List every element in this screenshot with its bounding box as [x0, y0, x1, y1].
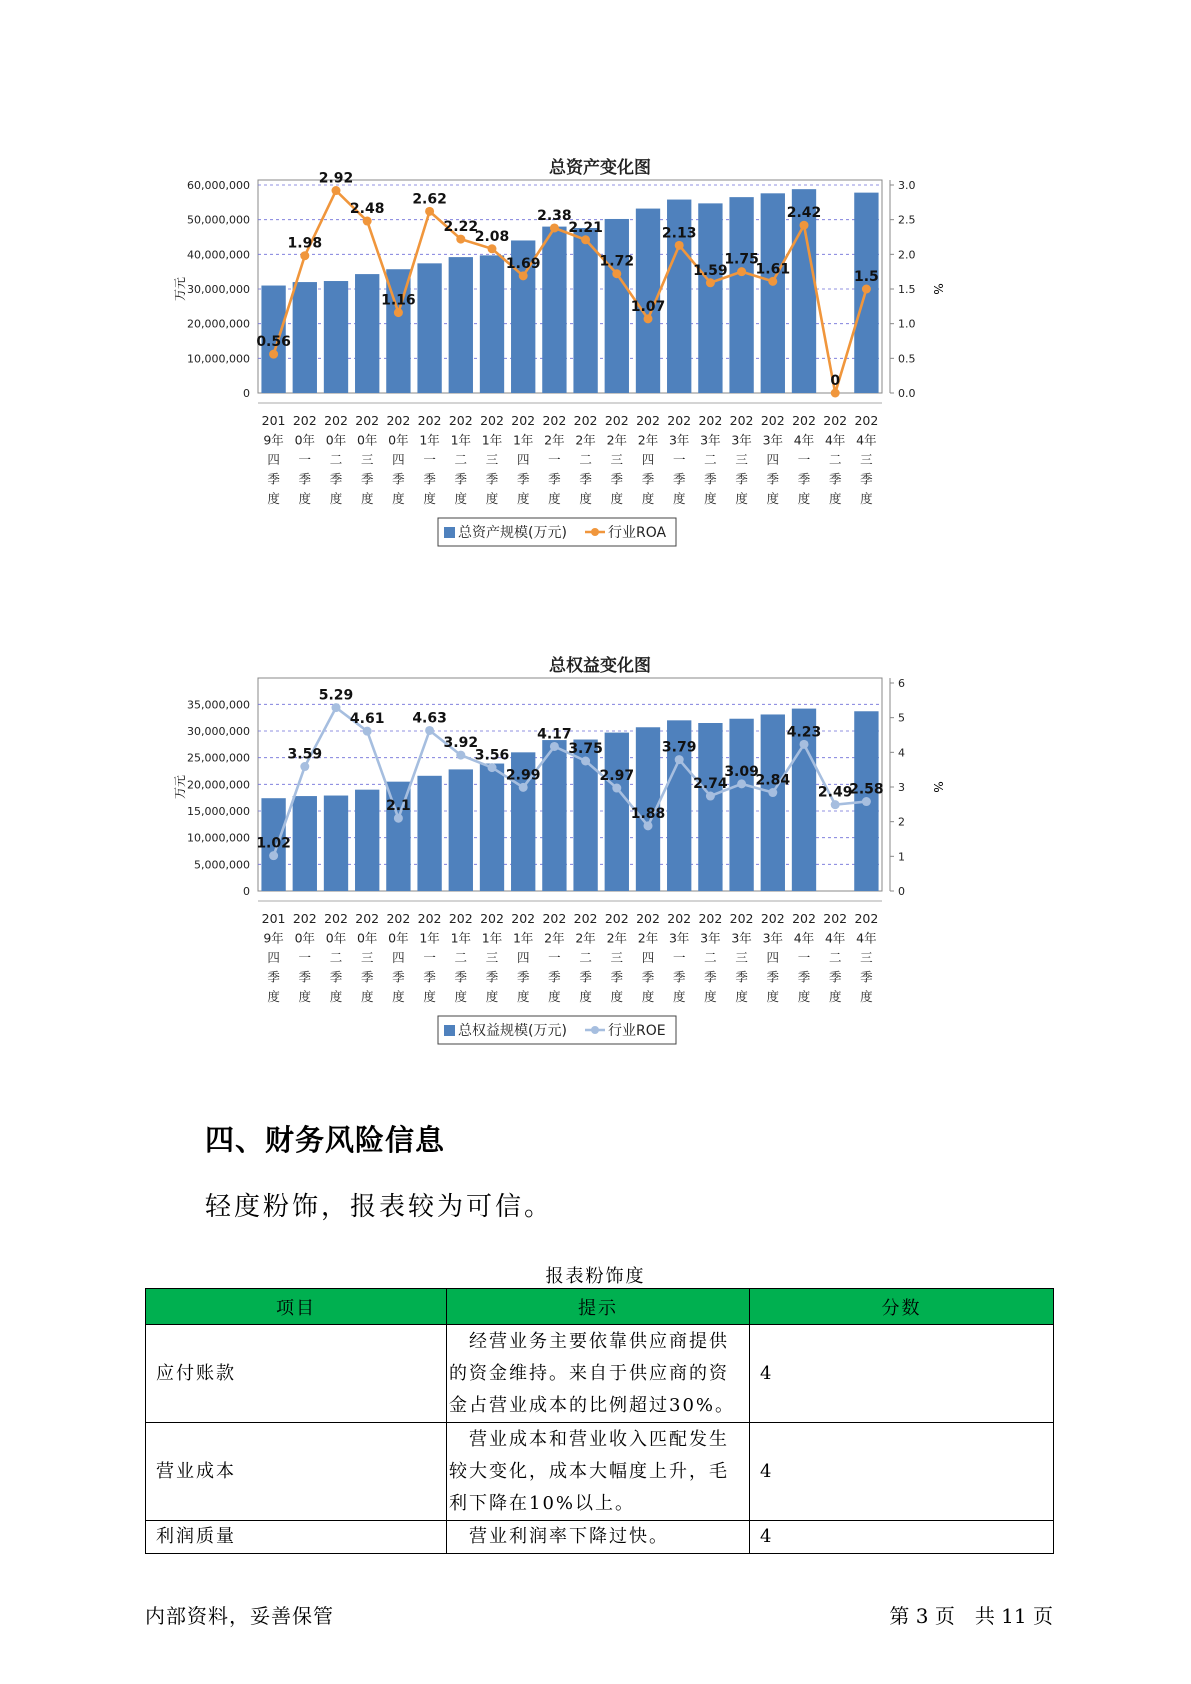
data-label: 2.48	[349, 201, 385, 218]
legend-line-marker	[591, 1026, 599, 1034]
data-label: 2.08	[474, 228, 510, 245]
x-tick-label: 202 1年二季度	[448, 413, 473, 506]
line-point	[456, 751, 465, 760]
x-tick-label: 202 4年三季度	[854, 911, 879, 1004]
line-point	[581, 235, 590, 244]
data-label: 1.88	[630, 805, 666, 822]
data-label: 4.23	[786, 724, 822, 741]
line-point	[800, 221, 809, 230]
y-tick-label: 20,000,000	[187, 778, 250, 792]
legend-bar-swatch	[444, 527, 455, 538]
x-tick-label: 202 3年一季度	[667, 911, 692, 1004]
bar	[698, 723, 722, 891]
line-point	[862, 285, 871, 294]
y-tick-label: 15,000,000	[187, 805, 250, 818]
y2-tick-label: 5	[898, 711, 905, 725]
y2-tick-label: 2.0	[898, 248, 916, 262]
x-tick-label: 202 2年三季度	[604, 413, 629, 506]
legend-line-label: 行业ROE	[608, 1023, 666, 1039]
y2-tick-label: 0	[898, 885, 905, 898]
line-point	[269, 350, 278, 359]
data-label: 1.61	[755, 261, 791, 278]
x-tick-label: 202 2年四季度	[636, 911, 660, 1004]
line-point	[831, 389, 840, 398]
y-tick-label: 40,000,000	[187, 248, 250, 262]
data-label: 1.07	[630, 298, 666, 315]
data-label: 3.92	[443, 735, 479, 752]
row-item: 应付账款	[146, 1325, 447, 1423]
x-tick-label: 202 3年四季度	[760, 413, 785, 506]
data-label: 3.75	[568, 741, 603, 757]
bar	[417, 776, 441, 891]
data-label: 0.56	[256, 334, 291, 351]
chart-title: 总资产变化图	[549, 158, 651, 178]
table-caption: 报表粉饰度	[545, 1266, 646, 1287]
bar	[449, 769, 473, 891]
line-point	[706, 278, 715, 287]
x-tick-label: 202 1年四季度	[511, 413, 536, 506]
y-tick-label: 0	[243, 387, 250, 400]
bar	[542, 740, 566, 891]
legend-bar-label: 总权益规模(万元)	[458, 1023, 567, 1039]
bar	[573, 228, 597, 393]
bar	[324, 281, 348, 393]
x-tick-label: 202 1年一季度	[417, 911, 442, 1004]
x-tick-label: 202 0年四季度	[386, 413, 411, 506]
data-label: 1.02	[256, 835, 291, 852]
y2-tick-label: 1.5	[898, 283, 916, 296]
data-label: 2.62	[412, 191, 447, 208]
y-axis-label: 万元	[173, 774, 187, 800]
data-label: 2.21	[568, 219, 603, 236]
y-tick-label: 10,000,000	[187, 352, 250, 366]
data-label: 2.49	[817, 784, 853, 801]
data-label: 3.59	[287, 746, 323, 763]
risk-summary: 轻度粉饰，报表较为可信。	[205, 1192, 554, 1222]
data-label: 2.74	[693, 776, 728, 793]
footer-page-number: 第 3 页 共 11 页	[889, 1604, 1053, 1628]
total-assets-chart	[170, 145, 1030, 600]
y2-axis-label: %	[931, 781, 945, 793]
y2-tick-label: 3	[898, 781, 905, 794]
y2-tick-label: 2.5	[898, 213, 916, 227]
x-tick-label: 202 0年三季度	[355, 413, 380, 506]
bar	[355, 790, 379, 891]
bar	[698, 203, 722, 393]
data-label: 2.38	[537, 207, 572, 224]
header-hint: 提示	[447, 1289, 750, 1325]
x-tick-label: 202 2年四季度	[636, 413, 660, 506]
line-point	[644, 821, 653, 830]
y2-axis-label: %	[931, 283, 945, 295]
bar	[417, 263, 441, 393]
x-tick-label: 202 4年三季度	[854, 413, 879, 506]
line-point	[644, 314, 653, 323]
line-point	[831, 800, 840, 809]
data-label: 4.63	[412, 710, 447, 727]
x-tick-label: 202 0年四季度	[386, 911, 411, 1004]
header-item: 项目	[146, 1289, 447, 1325]
section-heading: 四、财务风险信息	[205, 1123, 446, 1157]
line-point	[332, 186, 341, 195]
line-point	[581, 757, 590, 766]
y-tick-label: 20,000,000	[187, 317, 250, 331]
data-label: 2.58	[849, 781, 884, 798]
x-tick-label: 202 3年二季度	[698, 911, 723, 1004]
y-axis-label: 万元	[173, 276, 187, 302]
x-tick-label: 202 0年一季度	[292, 413, 317, 506]
data-label: 2.42	[786, 205, 822, 222]
line-point	[456, 235, 465, 244]
x-tick-label: 202 3年二季度	[698, 413, 723, 506]
y-tick-label: 60,000,000	[187, 179, 250, 192]
line-point	[488, 244, 497, 253]
x-tick-label: 202 1年三季度	[480, 413, 504, 506]
x-tick-label: 202 2年一季度	[542, 911, 567, 1004]
data-label: 1.75	[724, 251, 759, 268]
x-tick-label: 201 9年四季度	[261, 413, 286, 506]
line-point	[675, 755, 684, 764]
line-point	[550, 223, 559, 232]
legend-line-marker	[591, 528, 599, 536]
line-point	[425, 726, 434, 735]
footer-confidential: 内部资料，妥善保管	[145, 1604, 334, 1628]
data-label: 3.09	[724, 763, 759, 780]
data-label: 1.98	[287, 235, 323, 252]
line-point	[394, 814, 403, 823]
y-tick-label: 5,000,000	[194, 858, 250, 872]
line-point	[363, 727, 372, 736]
x-tick-label: 202 4年二季度	[823, 911, 848, 1004]
data-label: 1.72	[599, 253, 635, 270]
line-point	[768, 277, 777, 286]
data-label: 1.16	[381, 292, 416, 309]
x-tick-label: 202 2年一季度	[542, 413, 567, 506]
bar	[605, 733, 629, 891]
table-row	[146, 1325, 1054, 1423]
line-point	[519, 783, 528, 792]
bar	[729, 197, 753, 393]
x-tick-label: 202 1年四季度	[511, 911, 536, 1004]
y2-tick-label: 2	[898, 815, 905, 829]
line-point	[300, 251, 309, 260]
line-point	[425, 207, 434, 216]
x-tick-label: 202 0年三季度	[355, 911, 380, 1004]
data-label: 1.5	[853, 269, 879, 285]
data-label: 2.97	[599, 768, 635, 785]
line-point	[269, 851, 278, 860]
x-tick-label: 202 0年二季度	[324, 911, 348, 1004]
bar	[324, 796, 348, 891]
row-score: 4	[750, 1325, 1054, 1423]
data-label: 2.92	[318, 170, 354, 187]
data-label: 4.17	[537, 726, 572, 743]
x-tick-label: 202 0年二季度	[324, 413, 348, 506]
line-point	[706, 792, 715, 801]
line-point	[737, 267, 746, 276]
x-tick-label: 202 2年二季度	[573, 911, 598, 1004]
y2-tick-label: 0.0	[898, 387, 916, 400]
data-label: 2.99	[505, 767, 541, 784]
y-tick-label: 10,000,000	[187, 831, 250, 845]
data-label: 5.29	[318, 687, 354, 704]
y2-tick-label: 1	[898, 850, 905, 864]
line-point	[768, 788, 777, 797]
row-score: 4	[750, 1423, 1054, 1521]
bar	[293, 796, 317, 891]
table-row	[146, 1423, 1054, 1521]
line-point	[675, 241, 684, 250]
x-tick-label: 202 1年二季度	[448, 911, 473, 1004]
header-score: 分数	[750, 1289, 1054, 1325]
line-point	[394, 308, 403, 317]
x-tick-label: 202 3年三季度	[729, 911, 754, 1004]
bar	[729, 719, 753, 891]
y2-tick-label: 6	[898, 677, 905, 690]
y-tick-label: 0	[243, 885, 250, 898]
total-equity-chart-svg	[170, 643, 1030, 1098]
bar	[761, 714, 785, 891]
x-tick-label: 202 2年二季度	[573, 413, 598, 506]
row-item: 营业成本	[146, 1423, 447, 1521]
bar	[293, 282, 317, 393]
bar	[542, 227, 566, 393]
legend-line-label: 行业ROA	[608, 525, 667, 541]
row-item: 利润质量	[146, 1521, 447, 1554]
bar	[355, 274, 379, 393]
x-tick-label: 201 9年四季度	[261, 911, 286, 1004]
line-point	[332, 703, 341, 712]
x-tick-label: 202 1年三季度	[480, 911, 504, 1004]
y2-tick-label: 1.0	[898, 317, 916, 331]
table-header-row	[146, 1289, 1054, 1325]
total-assets-chart-svg	[170, 145, 1030, 600]
table-row	[146, 1521, 1054, 1554]
y-tick-label: 30,000,000	[187, 725, 250, 738]
line-point	[550, 742, 559, 751]
row-hint: 经营业务主要依靠供应商提供的资金维持。来自于供应商的资金占营业成本的比例超过30%。	[447, 1325, 750, 1423]
bar	[761, 193, 785, 393]
x-tick-label: 202 2年三季度	[604, 911, 629, 1004]
line-point	[519, 271, 528, 280]
y2-tick-label: 4	[898, 746, 905, 760]
bar	[605, 219, 629, 393]
line-point	[612, 784, 621, 793]
risk-table	[145, 1288, 1054, 1554]
y-tick-label: 25,000,000	[187, 751, 250, 765]
data-label: 3.79	[661, 739, 697, 756]
y-tick-label: 30,000,000	[187, 283, 250, 296]
line-point	[737, 779, 746, 788]
data-label: 4.61	[349, 711, 385, 728]
y-tick-label: 50,000,000	[187, 213, 250, 227]
data-label: 1.59	[693, 262, 728, 279]
y2-tick-label: 3.0	[898, 179, 916, 192]
bar	[480, 255, 504, 393]
line-point	[363, 217, 372, 226]
line-point	[300, 762, 309, 771]
line-point	[488, 763, 497, 772]
line-point	[612, 269, 621, 278]
data-label: 1.69	[505, 255, 541, 272]
legend-bar-label: 总资产规模(万元)	[458, 525, 567, 541]
data-label: 2.22	[443, 219, 479, 236]
row-hint: 营业利润率下降过快。	[447, 1521, 750, 1554]
x-tick-label: 202 4年二季度	[823, 413, 848, 506]
x-tick-label: 202 3年四季度	[760, 911, 785, 1004]
data-label: 2.13	[661, 225, 697, 242]
bar	[480, 764, 504, 891]
data-label: 0	[830, 373, 841, 389]
bar	[449, 257, 473, 393]
data-label: 3.56	[474, 747, 510, 764]
chart-title: 总权益变化图	[549, 656, 651, 676]
x-tick-label: 202 3年三季度	[729, 413, 754, 506]
row-score: 4	[750, 1521, 1054, 1554]
total-equity-chart	[170, 643, 1030, 1098]
data-label: 2.84	[755, 772, 791, 789]
data-label: 2.1	[385, 798, 411, 815]
row-hint: 营业成本和营业收入匹配发生较大变化，成本大幅度上升，毛利下降在10%以上。	[447, 1423, 750, 1521]
legend-bar-swatch	[444, 1025, 455, 1036]
x-tick-label: 202 1年一季度	[417, 413, 442, 506]
x-tick-label: 202 4年一季度	[792, 911, 816, 1004]
x-tick-label: 202 4年一季度	[792, 413, 816, 506]
line-point	[862, 797, 871, 806]
x-tick-label: 202 0年一季度	[292, 911, 317, 1004]
line-point	[800, 740, 809, 749]
x-tick-label: 202 3年一季度	[667, 413, 692, 506]
y2-tick-label: 0.5	[898, 352, 916, 366]
y-tick-label: 35,000,000	[187, 698, 250, 712]
